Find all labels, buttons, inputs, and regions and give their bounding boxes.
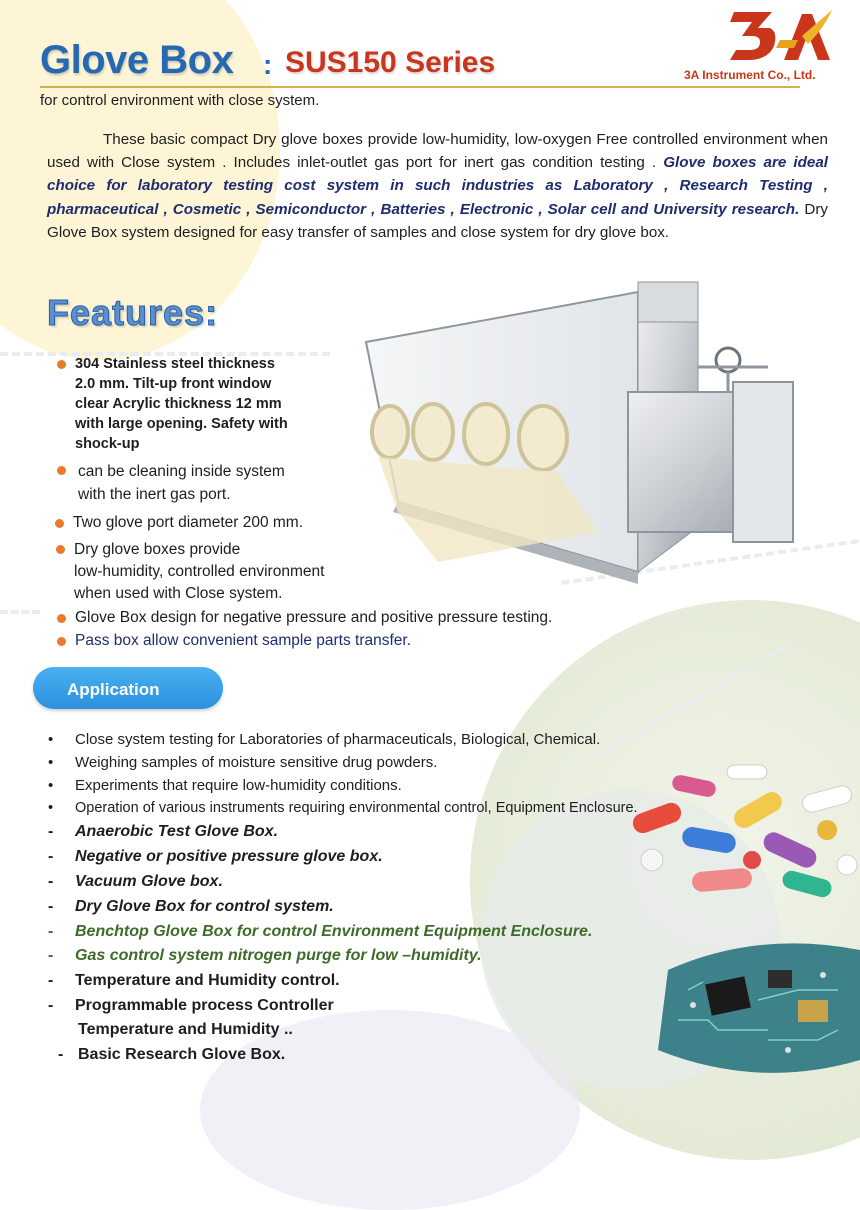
intro-text-part1: These basic compact Dry glove boxes provide low-humidity, low-oxygen Free controlled environment when used with Close system . Includes inlet-outlet gas port for inert gas condition testing .: [47, 131, 828, 172]
orange-dot-icon: [56, 545, 65, 554]
application-dash-item: - Basic Research Glove Box.: [58, 1046, 286, 1063]
3a-logo-icon: [728, 6, 834, 64]
decor-dash: [0, 610, 40, 614]
application-heading: Application: [67, 680, 160, 699]
feature-item: can be cleaning inside system with the inert gas port.: [78, 460, 285, 506]
glove-box-product-image: [338, 272, 808, 584]
intro-highlight: Glove boxes are ideal choice for laboratory testing cost system in such industries as Laboratory , Research Testing , pharmaceutical , Cosmetic , Semiconductor , Batteries , Electronic , Solar cell and University research.: [47, 154, 828, 218]
application-dash-item: - Programmable process Controller: [48, 997, 334, 1014]
application-dash-item-continued: Temperature and Humidity ..: [78, 1021, 293, 1038]
orange-dot-icon: [57, 614, 66, 623]
company-name: 3A Instrument Co., Ltd.: [684, 68, 816, 82]
page-subtitle-series: SUS150 Series: [285, 46, 496, 79]
application-bullet-item: • Experiments that require low-humidity conditions.: [48, 777, 402, 794]
intro-paragraph: [47, 128, 828, 244]
intro-text-part2: Dry Glove Box system designed for easy transfer of samples and close system for dry glove box.: [47, 200, 828, 241]
page-title: Glove Box: [40, 38, 234, 82]
orange-dot-icon: [55, 519, 64, 528]
feature-item: Glove Box design for negative pressure and positive pressure testing.: [75, 608, 552, 628]
circuit-board-photo: [648, 930, 860, 1080]
application-dash-item: - Gas control system nitrogen purge for low –humidity.: [48, 947, 482, 964]
orange-dot-icon: [57, 360, 66, 369]
application-dash-item: - Vacuum Glove box.: [48, 873, 223, 890]
tagline: for control environment with close system.: [40, 92, 320, 109]
application-dash-item: - Anaerobic Test Glove Box.: [48, 823, 279, 840]
orange-dot-icon: [57, 466, 66, 475]
application-dash-item: - Negative or positive pressure glove box.: [48, 848, 383, 865]
application-bullet-item: • Operation of various instruments requiring environmental control, Equipment Enclosure.: [48, 800, 638, 816]
application-bullet-item: • Weighing samples of moisture sensitive drug powders.: [48, 754, 438, 771]
feature-item: Dry glove boxes provide low-humidity, controlled environment when used with Close system.: [74, 539, 324, 605]
application-dash-item: - Temperature and Humidity control.: [48, 972, 340, 989]
feature-item: Pass box allow convenient sample parts transfer.: [75, 631, 411, 651]
title-separator: :: [263, 49, 273, 80]
features-heading: Features:: [47, 292, 219, 333]
application-bullet-item: • Close system testing for Laboratories of pharmaceuticals, Biological, Chemical.: [48, 731, 601, 748]
pills-photo: [612, 760, 860, 910]
orange-dot-icon: [57, 637, 66, 646]
company-logo: [728, 6, 834, 64]
feature-item: Two glove port diameter 200 mm.: [73, 513, 303, 533]
application-dash-item: - Dry Glove Box for control system.: [48, 898, 334, 915]
application-dash-item: - Benchtop Glove Box for control Environment Equipment Enclosure.: [48, 923, 593, 940]
title-underline: [40, 86, 800, 88]
background-shape-bottom: [200, 1010, 580, 1210]
feature-item: 304 Stainless steel thickness 2.0 mm. Tilt-up front window clear Acrylic thickness 12 mm with large opening. Safety with shock-up: [75, 354, 288, 454]
